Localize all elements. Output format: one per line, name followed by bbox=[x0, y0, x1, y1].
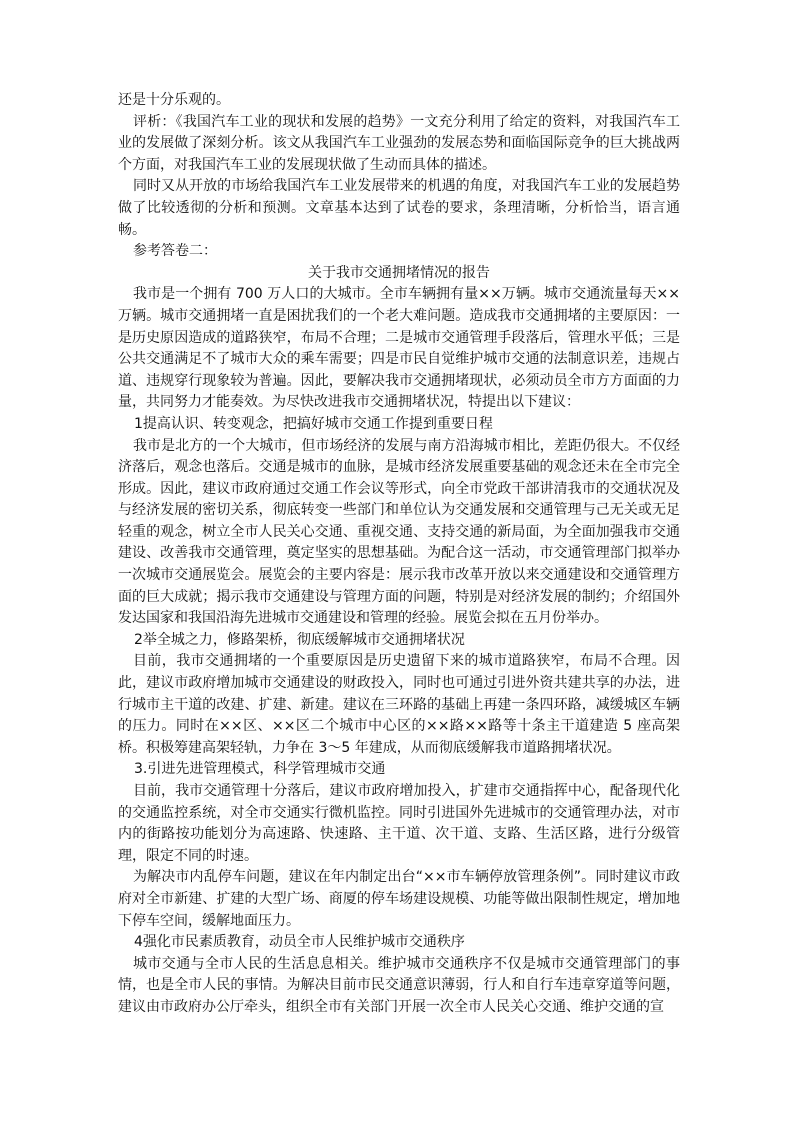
review-paragraph-2: 同时又从开放的市场给我国汽车工业发展带来的机遇的角度，对我国汽车工业的发展趋势做了比较透彻的分析和预测。文章基本达到了试卷的要求，条理清晰，分析恰当，语言通畅。 bbox=[118, 178, 680, 238]
report-title: 关于我市交通拥堵情况的报告 bbox=[308, 264, 490, 281]
section-paragraph-3b: 为解决市内乱停车问题，建议在年内制定出台“××市车辆停放管理条例”。同时建议市政府对全市新建、扩建的大型广场、商厦的停车场建设规模、功能等做出限制性规定，增加地下停车空间，缓解地面压力。 bbox=[118, 869, 680, 929]
report-intro-paragraph: 我市是一个拥有 700 万人口的大城市。全市车辆拥有量××万辆。城市交通流量每天××万辆。城市交通拥堵一直是困扰我们的一个老大难问题。造成我市交通拥堵的主要原因：一是历史原因造成的道路狭窄，布局不合理；二是城市交通管理手段落后，管理水平低；三是公共交通满足不了城市大众的乘车需要；四是市民自觉维护城市交通的法制意识差，违规占道、违规穿行现象较为普遍。因此，要解决我市交通拥堵现状，必须动员全市方方面面的力量，共同努力才能奏效。为尽快改进我市交通拥堵状况，特提出以下建议： bbox=[118, 286, 680, 411]
section-heading-4: 4强化市民素质教育，动员全市人民维护城市交通秩序 bbox=[134, 934, 465, 951]
review-paragraph-1: 评析：《我国汽车工业的现状和发展的趋势》一文充分利用了给定的资料，对我国汽车工业的发展做了深刻分析。该文从我国汽车工业强劲的发展态势和面临国际竞争的巨大挑战两个方面，对我国汽车工业的发展现状做了生动而具体的描述。 bbox=[118, 113, 680, 173]
section-paragraph-4: 城市交通与全市人民的生活息息相关。维护城市交通秩序不仅是城市交通管理部门的事情，也是全市人民的事情。为解决目前市民交通意识薄弱，行人和自行车违章穿道等问题，建议由市政府办公厅牵头，组织全市有关部门开展一次全市人民关心交通、维护交通的宣 bbox=[118, 955, 680, 1015]
section-paragraph-3a: 目前，我市交通管理十分落后，建议市政府增加投入，扩建市交通指挥中心，配备现代化的交通监控系统，对全市交通实行微机监控。同时引进国外先进城市的交通管理办法，对市内的街路按功能划分为高速路、快速路、主干道、次干道、支路、生活区路，进行分级管理，限定不同的时速。 bbox=[118, 783, 680, 864]
sample-answer-label: 参考答卷二： bbox=[133, 243, 217, 260]
section-paragraph-1: 我市是北方的一个大城市，但市场经济的发展与南方沿海城市相比，差距仍很大。不仅经济落后，观念也落后。交通是城市的血脉，是城市经济发展重要基础的观念还未在全市完全形成。因此，建议市政府通过交通工作会议等形式，向全市党政干部讲清我市的交通状况及与经济发展的密切关系，彻底转变一些部门和单位认为交通发展和交通管理与己无关或无足轻重的观念，树立全市人民关心交通、重视交通、支持交通的新局面，为全面加强我市交通建设、改善我市交通管理，奠定坚实的思想基础。为配合这一活动，市交通管理部门拟举办一次城市交通展览会。展览会的主要内容是：展示我市改革开放以来交通建设和交通管理方面的巨大成就；揭示我市交通建设与管理方面的问题，特别是对经济发展的制约；介绍国外发达国家和我国沿海先进城市交通建设和管理的经验。展览会拟在五月份举办。 bbox=[118, 437, 680, 627]
section-heading-3: 3.引进先进管理模式，科学管理城市交通 bbox=[134, 761, 386, 778]
section-heading-2: 2举全城之力，修路架桥，彻底缓解城市交通拥堵状况 bbox=[134, 631, 465, 648]
intro-line: 还是十分乐观的。 bbox=[118, 92, 230, 108]
section-paragraph-2: 目前，我市交通拥堵的一个重要原因是历史遗留下来的城市道路狭窄，布局不合理。因此，建议市政府增加城市交通建设的财政投入，同时也可通过引进外资共建共享的办法，进行城市主干道的改建、扩建、新建。建议在三环路的基础上再建一条四环路，减缓城区车辆的压力。同时在××区、××区二个城市中心区的××路××路等十条主干道建造 5 座高架桥。积极筹建高架轻轨，力争在 3～5 年建成，从而彻底缓解我市道路拥堵状况。 bbox=[118, 653, 680, 756]
document-page bbox=[118, 90, 680, 1019]
section-heading-1: 1提高认识、转变观念，把搞好城市交通工作提到重要日程 bbox=[134, 415, 493, 432]
